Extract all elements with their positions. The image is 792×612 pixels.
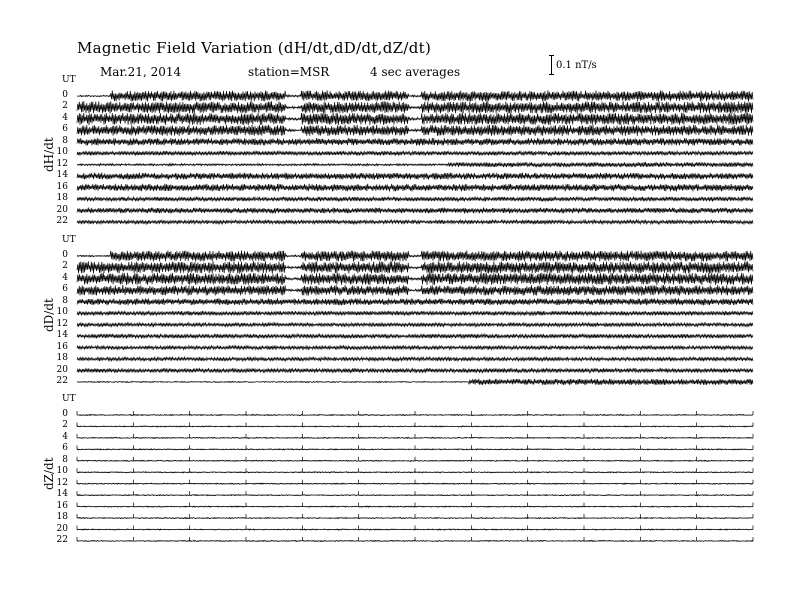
trace-dHdt-2 <box>77 101 753 113</box>
trace-dDdt-0 <box>77 250 753 261</box>
date-label: Mar.21, 2014 <box>100 65 182 79</box>
panel-ylabel: dZ/dt <box>42 457 56 490</box>
row-tick-label: 12 <box>56 318 68 329</box>
row-tick-label: 10 <box>56 147 68 158</box>
station-label: station=MSR <box>248 65 330 79</box>
row-tick-label: 6 <box>62 284 68 295</box>
row-tick-label: 6 <box>62 443 68 454</box>
row-tick-label: 22 <box>56 534 68 545</box>
trace-dDdt-18 <box>77 357 753 361</box>
row-tick-label: 16 <box>56 500 68 511</box>
trace-dDdt-4 <box>77 273 753 285</box>
averaging-label: 4 sec averages <box>370 65 461 79</box>
ut-label: UT <box>62 75 76 85</box>
row-tick-label: 16 <box>56 341 68 352</box>
row-tick-label: 10 <box>56 466 68 477</box>
row-tick-label: 14 <box>56 170 68 181</box>
row-tick-label: 12 <box>56 158 68 169</box>
row-tick-label: 14 <box>56 330 68 341</box>
scale-label: 0.1 nT/s <box>556 60 597 71</box>
row-tick-label: 18 <box>56 512 68 523</box>
panel-ylabel: dD/dt <box>42 298 56 332</box>
trace-dDdt-14 <box>77 334 753 339</box>
row-tick-label: 4 <box>62 112 68 123</box>
panel-ylabel: dH/dt <box>42 137 56 172</box>
row-tick-label: 22 <box>56 215 68 226</box>
row-tick-label: 22 <box>56 375 68 386</box>
row-tick-label: 8 <box>62 454 68 465</box>
trace-dHdt-6 <box>77 125 753 136</box>
trace-dHdt-18 <box>77 197 753 202</box>
row-tick-label: 4 <box>62 272 68 283</box>
trace-dHdt-20 <box>77 208 753 214</box>
trace-dHdt-10 <box>77 151 753 156</box>
row-tick-label: 14 <box>56 489 68 500</box>
trace-dDdt-6 <box>77 285 753 296</box>
row-tick-label: 0 <box>62 250 68 260</box>
trace-dDdt-22 <box>77 379 753 386</box>
trace-dDdt-20 <box>77 368 753 373</box>
row-tick-label: 4 <box>62 431 68 442</box>
row-tick-label: 18 <box>56 193 68 204</box>
chart-title: Magnetic Field Variation (dH/dt,dD/dt,dZ/dt) <box>77 39 432 57</box>
row-tick-label: 20 <box>56 364 68 375</box>
row-tick-label: 18 <box>56 353 68 364</box>
row-tick-label: 0 <box>62 90 68 100</box>
row-tick-label: 8 <box>62 295 68 306</box>
trace-dHdt-14 <box>77 173 753 180</box>
row-tick-label: 8 <box>62 135 68 146</box>
row-tick-label: 20 <box>56 523 68 534</box>
row-tick-label: 20 <box>56 204 68 215</box>
trace-dHdt-22 <box>77 220 753 224</box>
row-tick-label: 16 <box>56 181 68 192</box>
ut-label: UT <box>62 235 76 245</box>
row-tick-label: 10 <box>56 307 68 318</box>
row-tick-label: 0 <box>62 409 68 419</box>
row-tick-label: 2 <box>62 261 68 272</box>
trace-dHdt-8 <box>77 138 753 146</box>
row-tick-label: 12 <box>56 477 68 488</box>
trace-dDdt-8 <box>77 298 753 305</box>
scale-bar-icon <box>549 55 554 75</box>
trace-dDdt-12 <box>77 323 753 327</box>
trace-dDdt-10 <box>77 311 753 316</box>
trace-dHdt-0 <box>77 90 753 101</box>
trace-dHdt-4 <box>77 113 753 125</box>
trace-dDdt-16 <box>77 346 753 350</box>
row-tick-label: 2 <box>62 420 68 431</box>
trace-dDdt-2 <box>77 261 753 274</box>
row-tick-label: 6 <box>62 124 68 135</box>
ut-label: UT <box>62 394 76 404</box>
trace-dHdt-16 <box>77 184 753 192</box>
trace-dHdt-12 <box>77 162 753 167</box>
row-tick-label: 2 <box>62 101 68 112</box>
